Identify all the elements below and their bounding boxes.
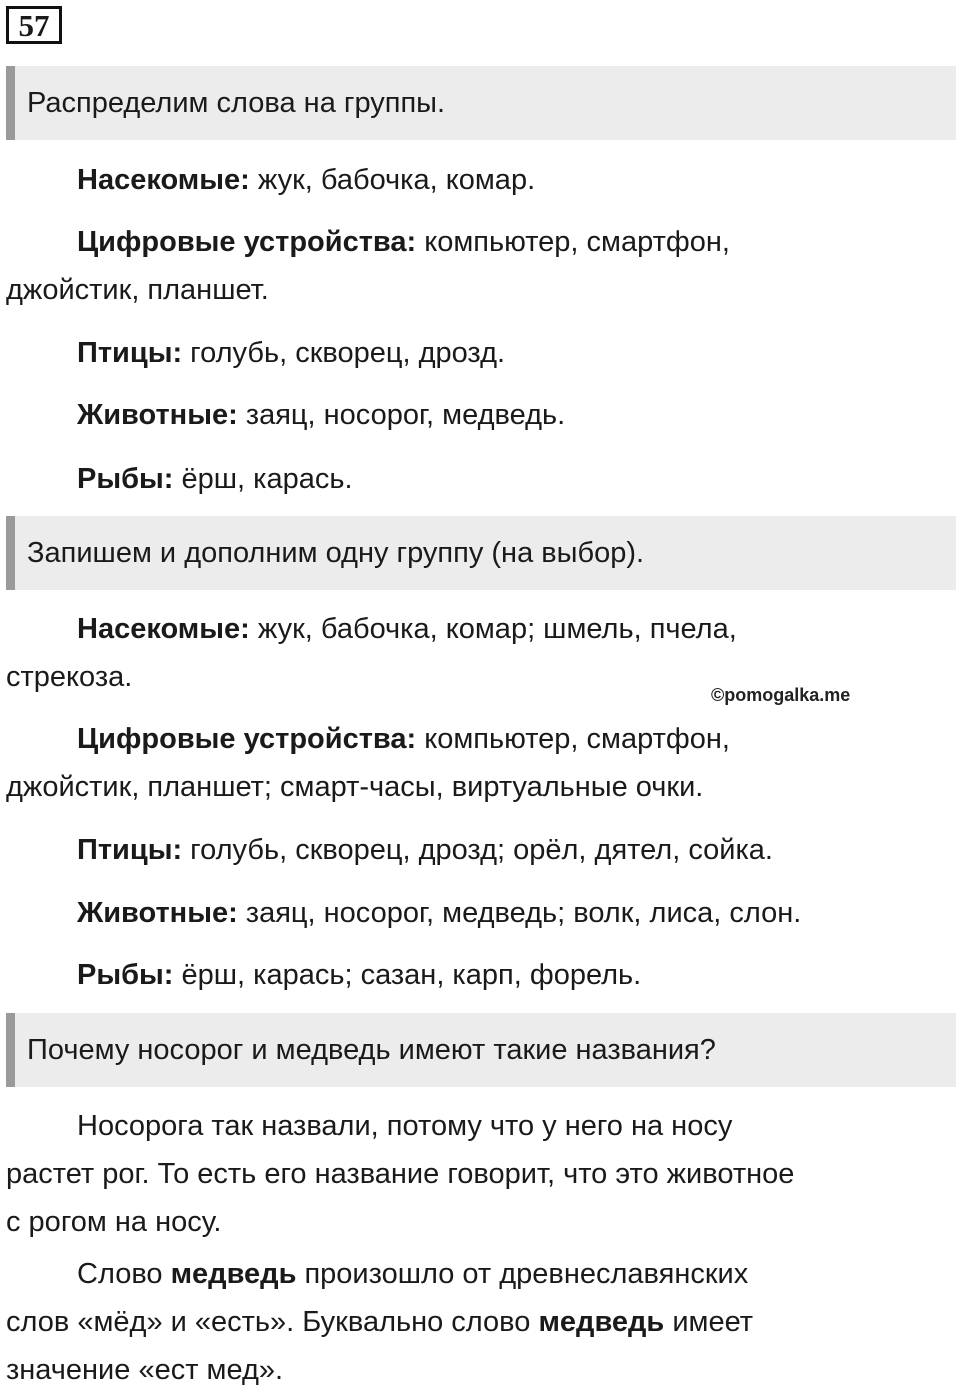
s1-insects-label: Насекомые: [77, 164, 250, 196]
s3-p1-line2: растет рог. То есть его название говорит, что это животное [6, 1158, 795, 1190]
s1-fish-label: Рыбы: [77, 463, 174, 495]
s1-group-animals [6, 391, 946, 439]
section1-heading [6, 66, 956, 140]
section2-heading-text: Запишем и дополним одну группу (на выбор). [27, 536, 645, 569]
s2-animals-label: Животные: [77, 897, 238, 929]
section1-heading-text: Распределим слова на группы. [27, 86, 446, 119]
watermark: ©pomogalka.me [711, 685, 851, 705]
s1-animals-text: заяц, носорог, медведь. [237, 399, 566, 431]
s1-fish-text: ёрш, карась. [173, 463, 353, 495]
s1-devices-text-line2: джойстик, планшет. [6, 274, 269, 306]
s1-birds-text: голубь, скворец, дрозд. [182, 337, 506, 369]
s3-p2-line1-b: произошло от древнеславянских [296, 1258, 749, 1290]
s2-birds-label: Птицы: [77, 834, 183, 866]
section2-heading [6, 516, 956, 590]
s1-group-devices [6, 218, 946, 314]
s3-p2-line2-bold: медведь [538, 1306, 665, 1338]
s2-insects-text-line2: стрекоза. [6, 661, 133, 693]
s3-p1-line3: с рогом на носу. [6, 1206, 222, 1238]
s2-fish-text: ёрш, карась; сазан, карп, форель. [173, 959, 642, 991]
s1-group-fish [6, 455, 946, 503]
s2-group-devices [6, 715, 946, 811]
s1-devices-label: Цифровые устройства: [77, 226, 417, 258]
s1-birds-label: Птицы: [77, 337, 183, 369]
section3-heading-text: Почему носорог и медведь имеют такие названия? [27, 1033, 716, 1066]
s1-devices-text: компьютер, смартфон, [416, 226, 730, 258]
s2-insects-label: Насекомые: [77, 613, 250, 645]
s1-animals-label: Животные: [77, 399, 238, 431]
s3-paragraph-1 [6, 1102, 946, 1246]
s2-fish-label: Рыбы: [77, 959, 174, 991]
s2-birds-text: голубь, скворец, дрозд; орёл, дятел, сойка. [182, 834, 773, 866]
s3-paragraph-2 [6, 1250, 946, 1394]
s2-group-fish [6, 951, 946, 999]
s3-p1-line1: Носорога так назвали, потому что у него на носу [77, 1110, 733, 1142]
s3-p2-line1-a: Слово [77, 1258, 171, 1290]
s2-animals-text: заяц, носорог, медведь; волк, лиса, слон. [237, 897, 802, 929]
s2-devices-text: компьютер, смартфон, [416, 723, 730, 755]
s1-insects-text: жук, бабочка, комар. [249, 164, 536, 196]
s2-group-birds [6, 826, 946, 874]
section3-heading [6, 1013, 956, 1087]
s2-devices-label: Цифровые устройства: [77, 723, 417, 755]
s3-p2-line2-a: слов «мёд» и «есть». Буквально слово [6, 1306, 539, 1338]
s3-p2-line3: значение «ест мед». [6, 1354, 284, 1386]
s3-p2-line2-b: имеет [664, 1306, 754, 1338]
s1-group-insects [6, 156, 946, 204]
s2-group-animals [6, 889, 946, 937]
s1-group-birds [6, 329, 946, 377]
s3-p2-line1-bold: медведь [170, 1258, 297, 1290]
s2-devices-text-line2: джойстик, планшет; смарт-часы, виртуальные очки. [6, 771, 704, 803]
task-number: 57 [6, 6, 62, 44]
s2-insects-text: жук, бабочка, комар; шмель, пчела, [249, 613, 737, 645]
